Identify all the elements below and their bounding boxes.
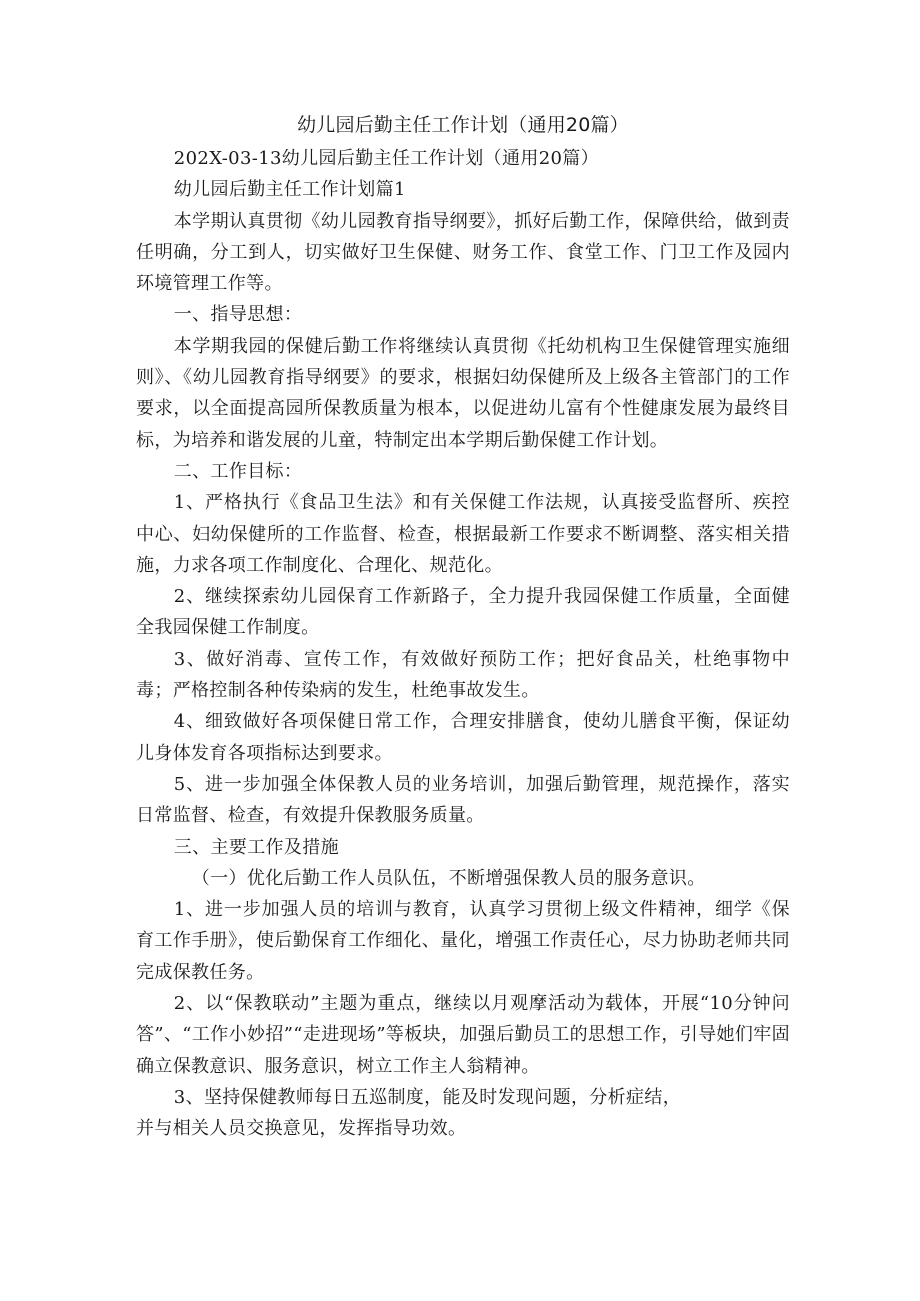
measure-item-3: 3、坚持保健教师每日五巡制度，能及时发现问题，分析症结， (173, 1086, 682, 1108)
goal-item-4: 4、细致做好各项保健日常工作，合理安排膳食，使幼儿膳食平衡，保证幼儿身体发育各项指标达到要求。 (136, 711, 790, 764)
guiding-ideology-paragraph: 本学期我园的保健后勤工作将继续认真贯彻《托幼机构卫生保健管理实施细则》、《幼儿园教育指导纲要》的要求，根据妇幼保健所及上级各主管部门的工作要求，以全面提高园所保教质量为根本，以促进幼儿富有个性健康发展为最终目标，为培养和谐发展的儿童，特制定出本学期后勤保健工作计划。 (136, 335, 790, 451)
goal-item-1: 1、严格执行《食品卫生法》和有关保健工作法规，认真接受监督所、疾控中心、妇幼保健所的工作监督、检查，根据最新工作要求不断调整、落实相关措施，力求各项工作制度化、合理化、规范化。 (136, 492, 790, 576)
subheading-optimize-staff: （一）优化后勤工作人员队伍，不断增强保教人员的服务意识。 (191, 867, 706, 889)
section-heading-part1: 幼儿园后勤主任工作计划篇1 (173, 179, 406, 201)
measure-item-2: 2、以“保教联动”主题为重点，继续以月观摩活动为载体，开展“10分钟问答”、“工作小妙招”“走进现场”等板块，加强后勤员工的思想工作，引导她们牢固确立保教意识、服务意识，树立工作主人翁精神。 (136, 993, 790, 1077)
intro-paragraph: 本学期认真贯彻《幼儿园教育指导纲要》，抓好后勤工作，保障供给，做到责任明确，分工到人，切实做好卫生保健、财务工作、食堂工作、门卫工作及园内环境管理工作等。 (136, 210, 790, 295)
goal-item-2: 2、继续探索幼儿园保育工作新路子，全力提升我园保健工作质量，全面健全我园保健工作制度。 (136, 586, 790, 639)
document-title: 幼儿园后勤主任工作计划（通用20篇） (297, 114, 629, 136)
document-date-line: 202X-03-13幼儿园后勤主任工作计划（通用20篇） (173, 148, 600, 169)
measure-item-3-continuation: 并与相关人员交换意见，发挥指导功效。 (136, 1118, 467, 1140)
document-page (136, 112, 790, 1145)
heading-main-measures: 三、主要工作及措施 (173, 836, 339, 858)
heading-guiding-ideology: 一、指导思想： (173, 304, 303, 326)
goal-item-5: 5、进一步加强全体保教人员的业务培训，加强后勤管理，规范操作，落实日常监督、检查，有效提升保教服务质量。 (136, 773, 790, 827)
heading-work-goals: 二、工作目标： (173, 460, 303, 482)
goal-item-3: 3、做好消毒、宣传工作，有效做好预防工作；把好食品关，杜绝事物中毒；严格控制各种传染病的发生，杜绝事故发生。 (136, 648, 790, 702)
measure-item-1: 1、进一步加强人员的培训与教育，认真学习贯彻上级文件精神，细学《保育工作手册》，使后勤保育工作细化、量化，增强工作责任心，尽力协助老师共同完成保教任务。 (136, 899, 790, 983)
